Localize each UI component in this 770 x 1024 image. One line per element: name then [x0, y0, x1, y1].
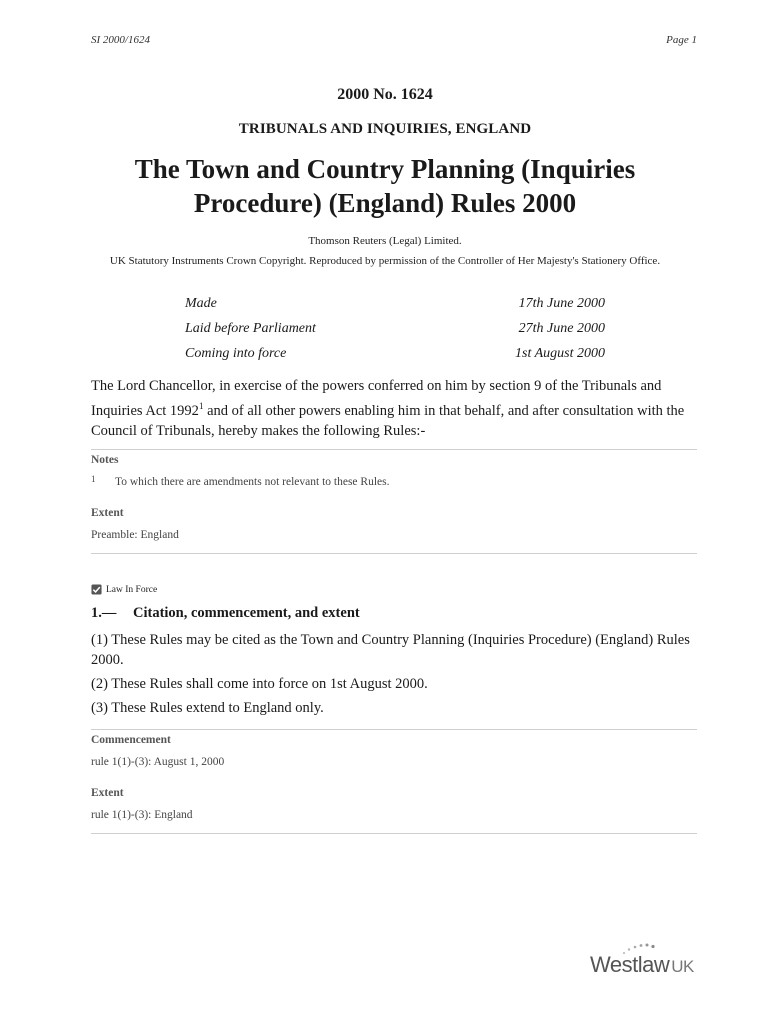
copyright-line: UK Statutory Instruments Crown Copyright. Reproduced by permission of the Controller of Her Majesty's Stationery Office. — [109, 255, 661, 267]
title-line-1: The Town and Country Planning (Inquiries — [134, 154, 636, 184]
extent-heading: Extent — [91, 507, 124, 519]
law-status — [91, 584, 157, 595]
date-label: Made — [185, 296, 217, 311]
paragraph-2: (2) These Rules shall come into force on 1st August 2000. — [91, 676, 428, 692]
note-number: 1 — [91, 474, 96, 484]
divider — [91, 553, 697, 554]
extent-text: Preamble: England — [91, 529, 179, 541]
preamble — [91, 376, 701, 441]
logo-suffix: UK — [671, 957, 694, 976]
instrument-number: 2000 No. 1624 — [337, 86, 433, 103]
date-value: 1st August 2000 — [515, 346, 605, 361]
law-status-label: Law In Force — [106, 584, 158, 595]
dates-table — [185, 296, 605, 371]
date-value: 27th June 2000 — [518, 321, 605, 336]
date-label: Coming into force — [185, 346, 287, 361]
document-title — [0, 152, 770, 220]
section-extent-heading: Extent — [91, 787, 124, 799]
header-page-number: Page 1 — [666, 34, 697, 46]
divider — [91, 449, 697, 450]
commencement-text: rule 1(1)-(3): August 1, 2000 — [91, 756, 225, 768]
paragraph-3: (3) These Rules extend to England only. — [91, 700, 324, 716]
checkbox-icon — [91, 584, 102, 595]
divider — [91, 833, 697, 834]
section-extent-text: rule 1(1)-(3): England — [91, 809, 193, 821]
preamble-text-1: The Lord Chancellor, in exercise of the powers conferred on him by section 9 of the Tribunals and Inquiries Act 1992 — [91, 378, 662, 419]
footnote-ref[interactable]: 1 — [198, 401, 204, 411]
date-row-in-force — [185, 346, 605, 371]
title-line-2: Procedure) (England) Rules 2000 — [193, 188, 577, 218]
commencement-heading: Commencement — [91, 734, 171, 746]
header-citation: SI 2000/1624 — [91, 34, 150, 46]
westlaw-logo — [590, 952, 694, 978]
date-row-made — [185, 296, 605, 321]
section-title: Citation, commencement, and extent — [133, 605, 360, 621]
preamble-text-2: and of all other powers enabling him in that behalf, and after consultation with the Council of Tribunals, hereby makes the following Rules:- — [91, 402, 685, 439]
date-row-laid — [185, 321, 605, 346]
date-value: 17th June 2000 — [518, 296, 605, 311]
logo-name: Westlaw — [590, 952, 670, 977]
note-text: To which there are amendments not relevant to these Rules. — [115, 476, 390, 488]
date-label: Laid before Parliament — [185, 321, 316, 336]
section-heading — [91, 605, 360, 622]
publisher-line: Thomson Reuters (Legal) Limited. — [308, 235, 462, 247]
notes-heading: Notes — [91, 454, 119, 466]
instrument-subject: TRIBUNALS AND INQUIRIES, ENGLAND — [238, 121, 532, 137]
paragraph-1: (1) These Rules may be cited as the Town and Country Planning (Inquiries Procedure) (England) Rules 2000. — [91, 632, 690, 668]
divider — [91, 729, 697, 730]
section-number: 1.— — [91, 605, 117, 621]
